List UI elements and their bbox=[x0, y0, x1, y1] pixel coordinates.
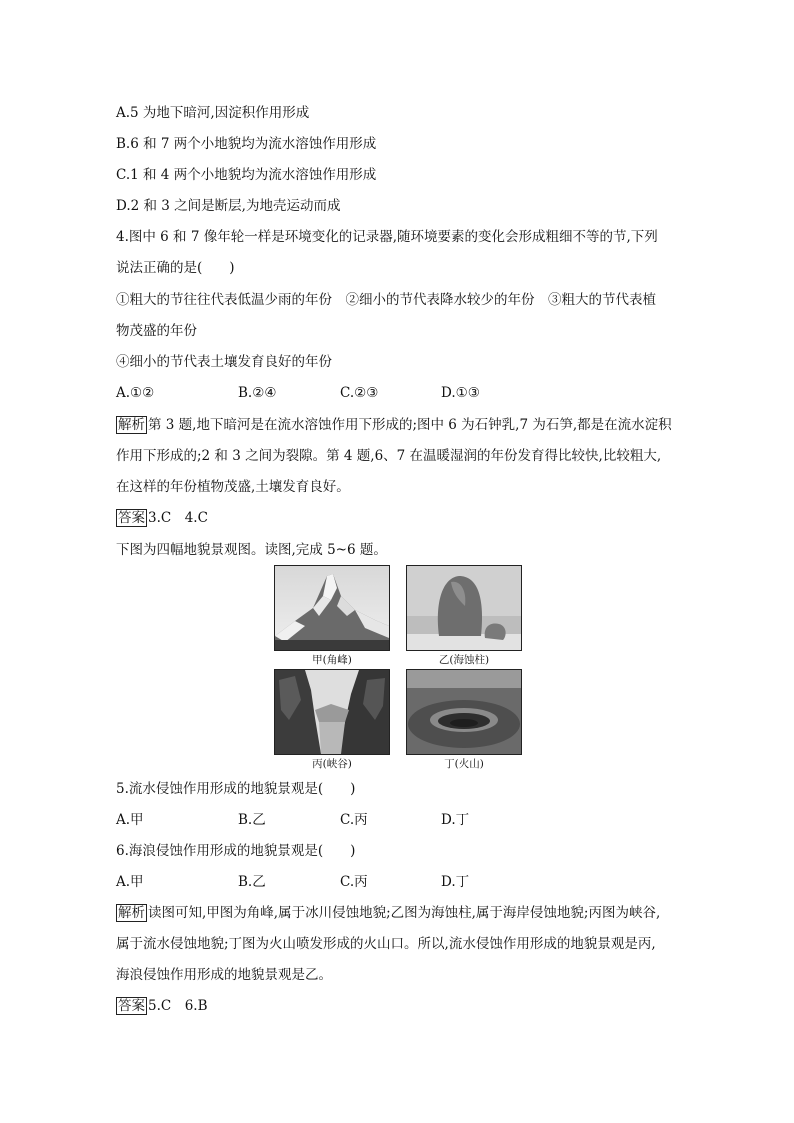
answer-1-text: 3.C 4.C bbox=[148, 510, 208, 526]
q3-option-a: A.5 为地下暗河,因淀积作用形成 bbox=[116, 105, 310, 121]
q4-stem-line-1: 4.图中 6 和 7 像年轮一样是环境变化的记录器,随环境要素的变化会形成粗细不等的节,下列 bbox=[116, 229, 658, 245]
q5-stem: 5.流水侵蚀作用形成的地貌景观是( ) bbox=[116, 781, 356, 797]
q3-option-c: C.1 和 4 两个小地貌均为流水溶蚀作用形成 bbox=[116, 167, 377, 183]
photo-horn-peak bbox=[274, 565, 390, 651]
q4-option-c: C.②③ bbox=[340, 385, 379, 401]
answer-label: 答案 bbox=[118, 510, 145, 526]
analysis-label: 解析 bbox=[118, 417, 145, 433]
q4-option-b: B.②④ bbox=[238, 385, 277, 401]
analysis-2-line-3: 海浪侵蚀作用形成的地貌景观是乙。 bbox=[116, 967, 332, 983]
answer-2 bbox=[116, 997, 208, 1015]
answer-2-text: 5.C 6.B bbox=[148, 998, 208, 1014]
caption-ding: 丁(火山) bbox=[444, 758, 484, 770]
q6-option-d: D.丁 bbox=[441, 874, 470, 890]
caption-bing: 丙(峡谷) bbox=[312, 758, 352, 770]
q4-item-line-2: 物茂盛的年份 bbox=[116, 323, 197, 339]
q6-option-a: A.甲 bbox=[116, 874, 144, 890]
caption-jia: 甲(角峰) bbox=[312, 654, 352, 666]
analysis-1-line-3: 在这样的年份植物茂盛,土壤发育良好。 bbox=[116, 479, 350, 495]
analysis-1-line-2: 作用下形成的;2 和 3 之间为裂隙。第 4 题,6、7 在温暖湿润的年份发育得比较快,比较粗大, bbox=[116, 448, 662, 464]
q5-option-d: D.丁 bbox=[441, 812, 470, 828]
analysis-1-line-1 bbox=[116, 416, 672, 434]
photo-volcano bbox=[406, 669, 522, 755]
answer-label: 答案 bbox=[118, 998, 145, 1014]
analysis-1-text: 第 3 题,地下暗河是在流水溶蚀作用下形成的;图中 6 为石钟乳,7 为石笋,都是在流水淀积 bbox=[148, 417, 672, 433]
q6-stem: 6.海浪侵蚀作用形成的地貌景观是( ) bbox=[116, 843, 356, 859]
analysis-2-line-2: 属于流水侵蚀地貌;丁图为火山喷发形成的火山口。所以,流水侵蚀作用形成的地貌景观是丙, bbox=[116, 936, 656, 952]
q4-item-line-1: ①粗大的节往往代表低温少雨的年份 ②细小的节代表降水较少的年份 ③粗大的节代表植 bbox=[116, 292, 656, 308]
q5-option-a: A.甲 bbox=[116, 812, 144, 828]
caption-yi: 乙(海蚀柱) bbox=[438, 654, 490, 666]
q4-option-a: A.①② bbox=[116, 385, 155, 401]
q5-option-c: C.丙 bbox=[340, 812, 368, 828]
q4-item-line-3: ④细小的节代表土壤发育良好的年份 bbox=[116, 354, 332, 370]
analysis-label: 解析 bbox=[118, 905, 145, 921]
q4-option-d: D.①③ bbox=[441, 385, 480, 401]
q3-option-b: B.6 和 7 两个小地貌均为流水溶蚀作用形成 bbox=[116, 136, 377, 152]
q4-stem-line-2: 说法正确的是( ) bbox=[116, 260, 235, 276]
q6-option-b: B.乙 bbox=[238, 874, 266, 890]
analysis-2-line-1 bbox=[116, 904, 660, 922]
q3-option-d: D.2 和 3 之间是断层,为地壳运动而成 bbox=[116, 198, 341, 214]
q5-option-b: B.乙 bbox=[238, 812, 266, 828]
photo-gorge bbox=[274, 669, 390, 755]
answer-1 bbox=[116, 509, 208, 527]
analysis-2-text: 读图可知,甲图为角峰,属于冰川侵蚀地貌;乙图为海蚀柱,属于海岸侵蚀地貌;丙图为峡谷, bbox=[148, 905, 661, 921]
photo-sea-stack bbox=[406, 565, 522, 651]
q6-option-c: C.丙 bbox=[340, 874, 368, 890]
figure-intro: 下图为四幅地貌景观图。读图,完成 5~6 题。 bbox=[116, 542, 387, 558]
